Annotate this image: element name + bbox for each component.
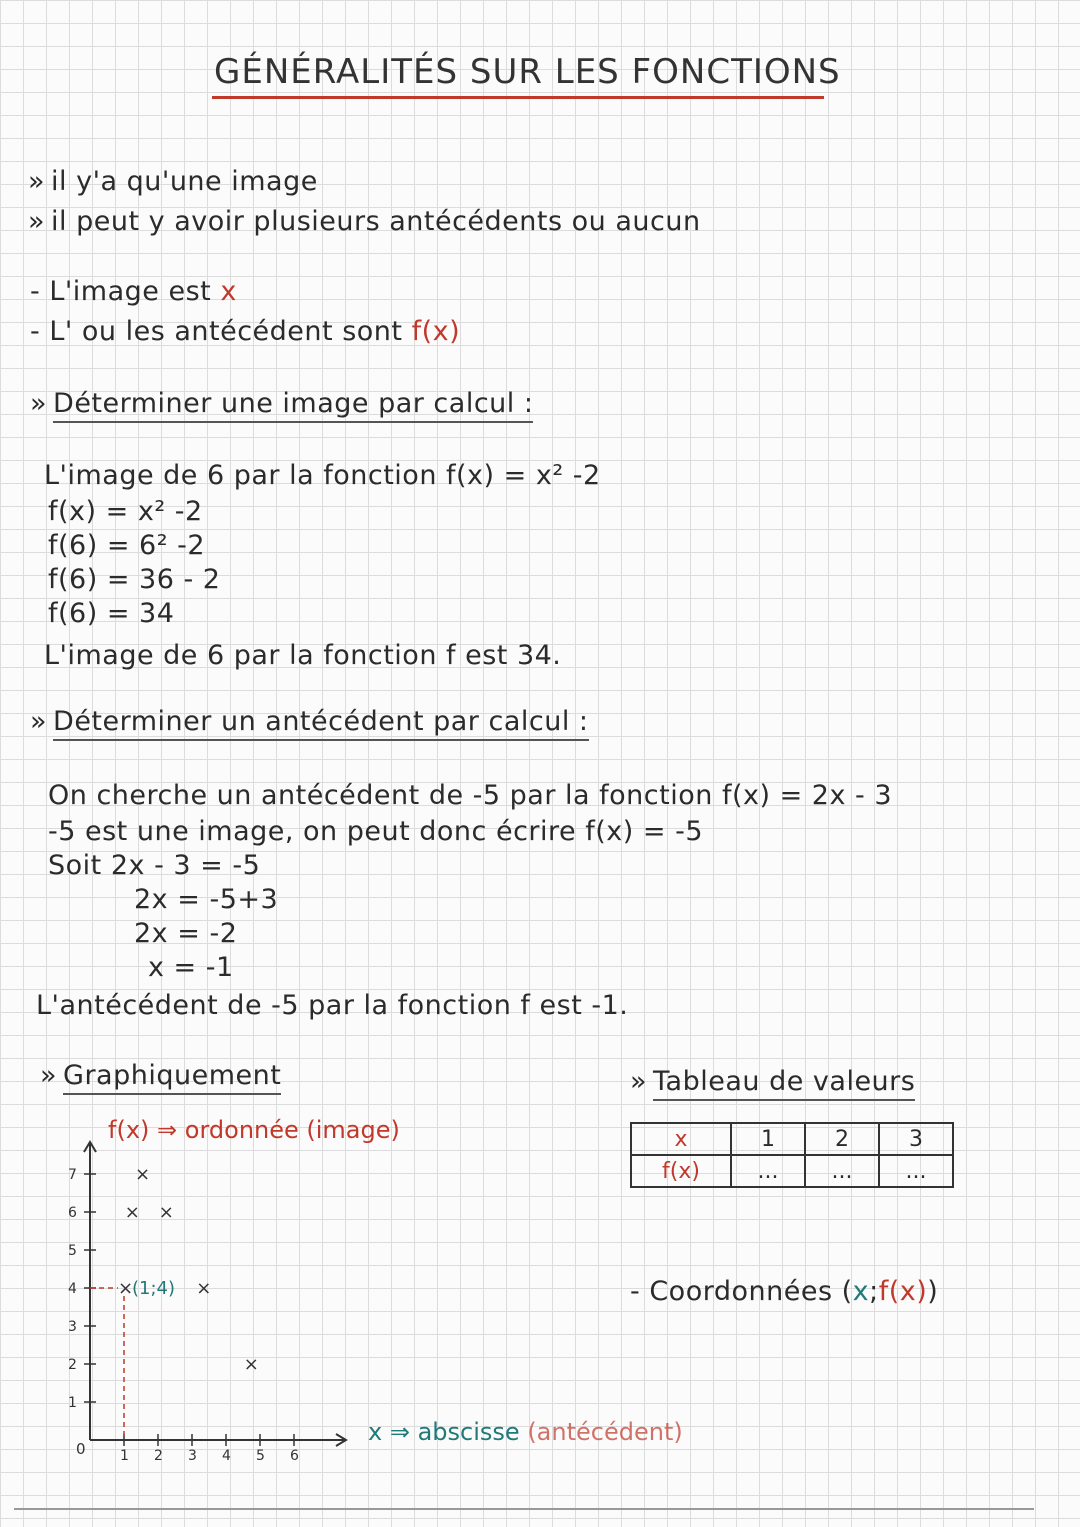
calc1-line: L'image de 6 par la fonction f(x) = x² -2 [44, 460, 601, 491]
coords-x: x [852, 1276, 870, 1307]
origin-label: 0 [76, 1440, 86, 1458]
point-label: (1;4) [132, 1278, 176, 1299]
calc2-line: Soit 2x - 3 = -5 [48, 850, 261, 881]
y-caption-text: ⇒ ordonnée (image) [157, 1116, 400, 1144]
scatter-point: × [243, 1354, 259, 1375]
def-antecedent [30, 316, 460, 347]
y-tick-label: 7 [68, 1167, 77, 1183]
x-tick-label: 3 [188, 1448, 197, 1464]
calc2-line: On cherche un antécédent de -5 par la fonction f(x) = 2x - 3 [48, 780, 893, 811]
x-caption-note: (antécédent) [527, 1418, 683, 1446]
graph-heading-text: Graphiquement [63, 1060, 281, 1095]
table-cell: ... [731, 1155, 805, 1187]
scatter-point: × [196, 1278, 212, 1299]
scatter-point: × [135, 1164, 151, 1185]
table-heading-text: Tableau de valeurs [653, 1066, 915, 1101]
table-cell: 3 [879, 1123, 953, 1155]
y-tick-label: 2 [68, 1357, 77, 1373]
scatter-point: × [118, 1278, 134, 1299]
x-tick-label: 4 [222, 1448, 231, 1464]
section1-heading-text: Déterminer une image par calcul : [53, 388, 533, 423]
bullet-icon: » [40, 1060, 58, 1091]
bottom-rule [14, 1508, 1034, 1510]
bullet-icon: » [30, 388, 48, 419]
coordinates-note [630, 1276, 938, 1307]
def-image-var: x [220, 276, 237, 307]
bullet-icon: » [30, 706, 48, 737]
table-row [631, 1123, 953, 1155]
y-tick-label: 4 [68, 1281, 77, 1297]
def-antecedent-text: - L' ou les antécédent sont [30, 316, 403, 347]
calc2-line: 2x = -2 [134, 918, 238, 949]
calc1-line: f(6) = 36 - 2 [48, 564, 221, 595]
scatter-point: × [124, 1202, 140, 1223]
section2-heading [30, 706, 589, 737]
y-caption-var: f(x) [108, 1116, 150, 1144]
intro-line-2 [28, 206, 701, 237]
calc1-conclusion: L'image de 6 par la fonction f est 34. [44, 640, 562, 671]
calc2-line: 2x = -5+3 [134, 884, 279, 915]
table-row [631, 1155, 953, 1187]
table-heading [630, 1066, 915, 1097]
table-cell: x [631, 1123, 731, 1155]
def-image [30, 276, 237, 307]
x-tick-label: 5 [256, 1448, 265, 1464]
table-cell: 2 [805, 1123, 879, 1155]
title-underline [212, 96, 824, 99]
intro-text-2: il peut y avoir plusieurs antécédents ou aucun [51, 206, 701, 237]
y-tick-label: 1 [68, 1395, 77, 1411]
table-cell: ... [805, 1155, 879, 1187]
coords-sep: ; [869, 1276, 879, 1307]
values-table [630, 1122, 954, 1188]
def-antecedent-var: f(x) [411, 316, 461, 347]
x-caption-text: ⇒ abscisse [389, 1418, 520, 1446]
x-tick-label: 2 [154, 1448, 163, 1464]
table-cell: 1 [731, 1123, 805, 1155]
calc1-line: f(6) = 34 [48, 598, 175, 629]
table-cell: ... [879, 1155, 953, 1187]
bullet-icon: » [630, 1066, 648, 1097]
graph-axes [68, 1142, 346, 1464]
x-tick-label: 1 [120, 1448, 129, 1464]
graph-points [90, 1164, 259, 1440]
x-caption-var: x [368, 1418, 383, 1446]
bullet-icon: » [28, 206, 46, 237]
x-tick-label: 6 [290, 1448, 299, 1464]
calc1-line: f(x) = x² -2 [48, 496, 203, 527]
section2-heading-text: Déterminer un antécédent par calcul : [53, 706, 588, 741]
intro-text-1: il y'a qu'une image [51, 166, 318, 197]
y-tick-label: 5 [68, 1243, 77, 1259]
def-image-text: - L'image est [30, 276, 212, 307]
y-tick-label: 6 [68, 1205, 77, 1221]
coords-suffix: ) [927, 1276, 939, 1307]
calc1-line: f(6) = 6² -2 [48, 530, 206, 561]
table-cell: f(x) [631, 1155, 731, 1187]
calc2-line: -5 est une image, on peut donc écrire f(x) = -5 [48, 816, 703, 847]
section1-heading [30, 388, 533, 419]
coords-prefix: - Coordonnées ( [630, 1276, 853, 1307]
calc2-conclusion: L'antécédent de -5 par la fonction f est -1. [36, 990, 629, 1021]
page-title: GÉNÉRALITÉS SUR LES FONCTIONS [214, 52, 841, 92]
bullet-icon: » [28, 166, 46, 197]
scatter-graph [60, 1140, 383, 1470]
y-tick-label: 3 [68, 1319, 77, 1335]
scatter-point: × [158, 1202, 174, 1223]
calc2-line: x = -1 [148, 952, 234, 983]
coords-fx: f(x) [878, 1276, 928, 1307]
x-axis-caption [368, 1418, 683, 1446]
graph-heading [40, 1060, 281, 1091]
intro-line-1 [28, 166, 318, 197]
